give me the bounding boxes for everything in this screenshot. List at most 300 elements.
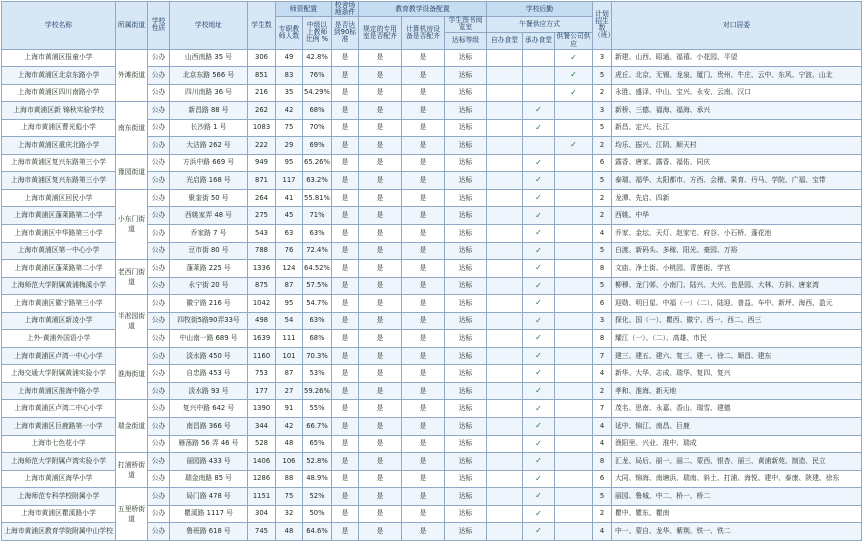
contract-canteen-cell: ✓: [523, 224, 555, 242]
contract-canteen-cell: ✓: [523, 172, 555, 190]
classes-cell: 3: [593, 102, 612, 120]
street-group-cell: 五里桥街道: [116, 488, 148, 541]
delivery-cell: [555, 207, 593, 225]
target-area-cell: 虎丘、北京、无锡、龙泉、厦门、贵州、牛庄、云中、东风、宁波、山北: [612, 67, 862, 85]
students-cell: 1160: [248, 347, 276, 365]
computer-cell: 是: [402, 277, 445, 295]
library-cell: 达标: [445, 453, 487, 471]
classes-cell: 5: [593, 242, 612, 260]
contract-canteen-cell: ✓: [523, 330, 555, 348]
students-cell: 1336: [248, 260, 276, 278]
target-area-cell: 迎勋、明日星、中福（一）（二）、陆迎、普益、车中、新坪、海西、盈元: [612, 295, 862, 313]
contract-canteen-cell: [523, 137, 555, 155]
classroom-cell: 是: [359, 277, 402, 295]
students-cell: 949: [248, 154, 276, 172]
library-cell: 达标: [445, 242, 487, 260]
venue-cell: 是: [332, 207, 359, 225]
teachers-cell: 54: [276, 312, 303, 330]
self-canteen-cell: [487, 242, 523, 260]
nature-cell: 公办: [148, 207, 170, 225]
ratio-cell: 52%: [303, 488, 332, 506]
teachers-cell: 48: [276, 435, 303, 453]
street-group-cell: 打浦桥街道: [116, 453, 148, 488]
contract-canteen-cell: ✓: [523, 295, 555, 313]
nature-cell: 公办: [148, 312, 170, 330]
self-canteen-cell: [487, 119, 523, 137]
computer-cell: 是: [402, 49, 445, 67]
library-cell: 达标: [445, 523, 487, 541]
library-cell: 达标: [445, 49, 487, 67]
target-area-cell: 丽园、鲁城、中二、桥一、桥二: [612, 488, 862, 506]
target-area-cell: 延中、锦江、南昌、巨鹿: [612, 417, 862, 435]
street-group-cell: 小东门街道: [116, 189, 148, 259]
target-area-cell: 大同、锦海、南塘浜、瑞南、斜土、打浦、海悦、建中、泰康、陕建、徐东: [612, 470, 862, 488]
contract-canteen-cell: ✓: [523, 102, 555, 120]
header-library-group: 学生图书阅览室: [445, 17, 487, 32]
library-cell: 达标: [445, 67, 487, 85]
students-cell: 1406: [248, 453, 276, 471]
target-area-cell: 龙潭、先启、四新: [612, 189, 862, 207]
computer-cell: 是: [402, 172, 445, 190]
school-name-cell: 上海市黄浦区第一中心小学: [2, 242, 116, 260]
header-delivery: 供餐公司供应: [555, 32, 593, 49]
table-row: [2, 295, 862, 313]
school-name-cell: 上海市黄浦区复兴东路第三小学: [2, 172, 116, 190]
classroom-cell: 是: [359, 172, 402, 190]
venue-cell: 是: [332, 365, 359, 383]
nature-cell: 公办: [148, 277, 170, 295]
table-row: [2, 189, 862, 207]
students-cell: 1639: [248, 330, 276, 348]
address-cell: 乔家路 7 号: [170, 224, 248, 242]
classroom-cell: 是: [359, 488, 402, 506]
school-name-cell: 上海市黄浦区瞿溪路小学: [2, 505, 116, 523]
classes-cell: 5: [593, 172, 612, 190]
nature-cell: 公办: [148, 453, 170, 471]
classroom-cell: 是: [359, 523, 402, 541]
teachers-cell: 49: [276, 49, 303, 67]
computer-cell: 是: [402, 224, 445, 242]
classes-cell: 8: [593, 330, 612, 348]
street-group-cell: 外滩街道: [116, 49, 148, 102]
classroom-cell: 是: [359, 154, 402, 172]
header-senior-ratio: 中级以上教师比例 %: [303, 17, 332, 49]
target-area-cell: 泰瑞、福华、太阳都市、方西、会稽、果育、丹马、学院、广福、宝带: [612, 172, 862, 190]
self-canteen-cell: [487, 84, 523, 102]
contract-canteen-cell: ✓: [523, 154, 555, 172]
header-venue-group: 校舍场地条件: [332, 2, 359, 17]
students-cell: 1390: [248, 400, 276, 418]
delivery-cell: ✓: [555, 49, 593, 67]
table-row: [2, 154, 862, 172]
teachers-cell: 117: [276, 172, 303, 190]
school-name-cell: 上海市七色花小学: [2, 435, 116, 453]
ratio-cell: 54.7%: [303, 295, 332, 313]
header-plan-classes: 计划招生数（班）: [593, 2, 612, 50]
computer-cell: 是: [402, 453, 445, 471]
classes-cell: 7: [593, 347, 612, 365]
classes-cell: 6: [593, 154, 612, 172]
classroom-cell: 是: [359, 224, 402, 242]
table-row: [2, 347, 862, 365]
self-canteen-cell: [487, 137, 523, 155]
computer-cell: 是: [402, 417, 445, 435]
computer-cell: 是: [402, 523, 445, 541]
school-table-body: [2, 49, 862, 540]
header-nature: 学校性质: [148, 2, 170, 50]
contract-canteen-cell: ✓: [523, 207, 555, 225]
students-cell: 1286: [248, 470, 276, 488]
venue-cell: 是: [332, 417, 359, 435]
address-cell: 淡水路 93 号: [170, 382, 248, 400]
self-canteen-cell: [487, 102, 523, 120]
nature-cell: 公办: [148, 382, 170, 400]
students-cell: 306: [248, 49, 276, 67]
classroom-cell: 是: [359, 417, 402, 435]
ratio-cell: 72.4%: [303, 242, 332, 260]
classroom-cell: 是: [359, 330, 402, 348]
venue-cell: 是: [332, 295, 359, 313]
address-cell: 徽宁路 216 号: [170, 295, 248, 313]
classes-cell: 5: [593, 119, 612, 137]
delivery-cell: [555, 382, 593, 400]
computer-cell: 是: [402, 137, 445, 155]
target-area-cell: 柳穆、龙门邨、小南门、陆兴、大兴、也是园、大林、方斜、唐家湾: [612, 277, 862, 295]
students-cell: 216: [248, 84, 276, 102]
ratio-cell: 48.9%: [303, 470, 332, 488]
teachers-cell: 111: [276, 330, 303, 348]
contract-canteen-cell: ✓: [523, 260, 555, 278]
teachers-cell: 95: [276, 295, 303, 313]
contract-canteen-cell: ✓: [523, 312, 555, 330]
nature-cell: 公办: [148, 488, 170, 506]
target-area-cell: 中一、蒙自、龙华、紫荆、铁一、铁二: [612, 523, 862, 541]
library-cell: 达标: [445, 224, 487, 242]
venue-cell: 是: [332, 137, 359, 155]
school-name-cell: 上海市黄浦区海华小学: [2, 470, 116, 488]
venue-cell: 是: [332, 84, 359, 102]
classroom-cell: 是: [359, 435, 402, 453]
venue-cell: 是: [332, 49, 359, 67]
ratio-cell: 68%: [303, 102, 332, 120]
address-cell: 新昌路 88 号: [170, 102, 248, 120]
computer-cell: 是: [402, 295, 445, 313]
venue-cell: 是: [332, 400, 359, 418]
target-area-cell: 渔阳里、兴业、淮中、瑞成: [612, 435, 862, 453]
delivery-cell: [555, 470, 593, 488]
contract-canteen-cell: ✓: [523, 277, 555, 295]
school-name-cell: 上海市黄浦区新 锦秋实验学校: [2, 102, 116, 120]
nature-cell: 公办: [148, 189, 170, 207]
library-cell: 达标: [445, 154, 487, 172]
library-cell: 达标: [445, 119, 487, 137]
contract-canteen-cell: ✓: [523, 400, 555, 418]
contract-canteen-cell: ✓: [523, 119, 555, 137]
contract-canteen-cell: ✓: [523, 488, 555, 506]
address-cell: 自忠路 453 号: [170, 365, 248, 383]
school-name-cell: 上海师范专科学校附属小学: [2, 488, 116, 506]
ratio-cell: 69%: [303, 137, 332, 155]
address-cell: 南昌路 366 号: [170, 417, 248, 435]
students-cell: 851: [248, 67, 276, 85]
students-cell: 745: [248, 523, 276, 541]
ratio-cell: 55%: [303, 400, 332, 418]
header-computer-config: 计算机房设备是否配齐: [402, 17, 445, 49]
teachers-cell: 75: [276, 488, 303, 506]
self-canteen-cell: [487, 224, 523, 242]
header-school-name: 学校名称: [2, 2, 116, 50]
venue-cell: 是: [332, 172, 359, 190]
classes-cell: 4: [593, 417, 612, 435]
students-cell: 498: [248, 312, 276, 330]
delivery-cell: [555, 400, 593, 418]
ratio-cell: 63.2%: [303, 172, 332, 190]
delivery-cell: ✓: [555, 67, 593, 85]
self-canteen-cell: [487, 154, 523, 172]
header-street: 所属街道: [116, 2, 148, 50]
self-canteen-cell: [487, 400, 523, 418]
venue-cell: 是: [332, 453, 359, 471]
school-name-cell: 上海市黄浦区北京东路小学: [2, 67, 116, 85]
contract-canteen-cell: ✓: [523, 453, 555, 471]
address-cell: 豆市街 80 号: [170, 242, 248, 260]
ratio-cell: 64.6%: [303, 523, 332, 541]
delivery-cell: [555, 365, 593, 383]
classes-cell: 2: [593, 505, 612, 523]
library-cell: 达标: [445, 260, 487, 278]
computer-cell: 是: [402, 207, 445, 225]
school-name-cell: 上海市黄浦区蓬莱路第二小学: [2, 207, 116, 225]
teachers-cell: 42: [276, 417, 303, 435]
computer-cell: 是: [402, 312, 445, 330]
teachers-cell: 32: [276, 505, 303, 523]
header-specialist-teachers: 专职教师人数: [276, 17, 303, 49]
classes-cell: 2: [593, 137, 612, 155]
school-name-cell: 上海市黄浦区徽宁路第三小学: [2, 295, 116, 313]
self-canteen-cell: [487, 260, 523, 278]
ratio-cell: 52.8%: [303, 453, 332, 471]
delivery-cell: [555, 435, 593, 453]
header-address: 学校地址: [170, 2, 248, 50]
students-cell: 222: [248, 137, 276, 155]
header-lunch-group: 午餐供应方式: [487, 17, 593, 32]
teachers-cell: 45: [276, 207, 303, 225]
students-cell: 788: [248, 242, 276, 260]
classes-cell: 3: [593, 312, 612, 330]
address-cell: 瑞金南路 85 号: [170, 470, 248, 488]
ratio-cell: 70%: [303, 119, 332, 137]
contract-canteen-cell: ✓: [523, 523, 555, 541]
library-cell: 达标: [445, 172, 487, 190]
school-name-cell: 上海市黄浦区回民小学: [2, 189, 116, 207]
computer-cell: 是: [402, 330, 445, 348]
contract-canteen-cell: ✓: [523, 505, 555, 523]
nature-cell: 公办: [148, 49, 170, 67]
computer-cell: 是: [402, 67, 445, 85]
school-name-cell: 上海市黄浦区卢湾二中心小学: [2, 400, 116, 418]
target-area-cell: 耀江（一）、（二）、高雄、市民: [612, 330, 862, 348]
venue-cell: 是: [332, 312, 359, 330]
venue-cell: 是: [332, 154, 359, 172]
target-area-cell: 新华、大华、志成、瑞华、复四、复兴: [612, 365, 862, 383]
library-cell: 达标: [445, 365, 487, 383]
school-name-cell: 上海师范大学附属卢湾实验小学: [2, 453, 116, 471]
header-library-level: 达标等级: [445, 32, 487, 49]
target-area-cell: 探化、国（一）、瞿西、徽宁、西一、西二、西三: [612, 312, 862, 330]
library-cell: 达标: [445, 189, 487, 207]
classroom-cell: 是: [359, 119, 402, 137]
students-cell: 1083: [248, 119, 276, 137]
students-cell: 753: [248, 365, 276, 383]
school-name-cell: 上海师范大学附属黄浦梅溪小学: [2, 277, 116, 295]
ratio-cell: 55.81%: [303, 189, 332, 207]
delivery-cell: [555, 347, 593, 365]
street-group-cell: 半淞园街道: [116, 295, 148, 348]
classes-cell: 6: [593, 295, 612, 313]
students-cell: 871: [248, 172, 276, 190]
self-canteen-cell: [487, 49, 523, 67]
computer-cell: 是: [402, 84, 445, 102]
teachers-cell: 87: [276, 365, 303, 383]
self-canteen-cell: [487, 312, 523, 330]
venue-cell: 是: [332, 330, 359, 348]
self-canteen-cell: [487, 189, 523, 207]
ratio-cell: 65.26%: [303, 154, 332, 172]
nature-cell: 公办: [148, 505, 170, 523]
library-cell: 达标: [445, 470, 487, 488]
address-cell: 西姚家弄 48 号: [170, 207, 248, 225]
nature-cell: 公办: [148, 119, 170, 137]
ratio-cell: 65%: [303, 435, 332, 453]
contract-canteen-cell: [523, 84, 555, 102]
school-name-cell: 上海市黄浦区报童小学: [2, 49, 116, 67]
contract-canteen-cell: [523, 67, 555, 85]
nature-cell: 公办: [148, 154, 170, 172]
computer-cell: 是: [402, 260, 445, 278]
classes-cell: 7: [593, 400, 612, 418]
ratio-cell: 42.8%: [303, 49, 332, 67]
address-cell: 丽园路 433 号: [170, 453, 248, 471]
target-area-cell: 永胜、盛泽、中山、宝兴、永安、云南、汉口: [612, 84, 862, 102]
delivery-cell: [555, 505, 593, 523]
address-cell: 蓬莱路 225 号: [170, 260, 248, 278]
library-cell: 达标: [445, 277, 487, 295]
contract-canteen-cell: ✓: [523, 189, 555, 207]
computer-cell: 是: [402, 382, 445, 400]
header-students: 学生数: [248, 2, 276, 50]
school-name-cell: 上海交通大学附属黄浦实验小学: [2, 365, 116, 383]
self-canteen-cell: [487, 295, 523, 313]
self-canteen-cell: [487, 277, 523, 295]
target-area-cell: 露香、唐家、露香、福佑、同庆: [612, 154, 862, 172]
computer-cell: 是: [402, 347, 445, 365]
venue-cell: 是: [332, 119, 359, 137]
target-area-cell: 汇龙、局后、丽一、丽二、蒙西、银杏、丽三、黄浦新苑、制造、民立: [612, 453, 862, 471]
computer-cell: 是: [402, 119, 445, 137]
delivery-cell: [555, 224, 593, 242]
header-target-area: 对口居委: [612, 2, 862, 50]
venue-cell: 是: [332, 382, 359, 400]
address-cell: 局门路 478 号: [170, 488, 248, 506]
classroom-cell: 是: [359, 347, 402, 365]
classroom-cell: 是: [359, 260, 402, 278]
library-cell: 达标: [445, 382, 487, 400]
ratio-cell: 59.26%: [303, 382, 332, 400]
address-cell: 大沽路 262 号: [170, 137, 248, 155]
ratio-cell: 63%: [303, 224, 332, 242]
nature-cell: 公办: [148, 417, 170, 435]
classes-cell: 8: [593, 260, 612, 278]
school-name-cell: 上海市黄浦区淮海中路小学: [2, 382, 116, 400]
target-area-cell: 西姚、中华: [612, 207, 862, 225]
computer-cell: 是: [402, 189, 445, 207]
delivery-cell: [555, 277, 593, 295]
street-group-cell: 瑞金街道: [116, 400, 148, 453]
self-canteen-cell: [487, 470, 523, 488]
teachers-cell: 41: [276, 189, 303, 207]
classroom-cell: 是: [359, 49, 402, 67]
library-cell: 达标: [445, 347, 487, 365]
table-row: [2, 400, 862, 418]
teachers-cell: 27: [276, 382, 303, 400]
target-area-cell: 茂名、思南、永嘉、香山、瑞雪、建德: [612, 400, 862, 418]
header-equipment-group: 教育教学设备配置: [359, 2, 487, 17]
self-canteen-cell: [487, 330, 523, 348]
self-canteen-cell: [487, 488, 523, 506]
classes-cell: 2: [593, 382, 612, 400]
self-canteen-cell: [487, 453, 523, 471]
nature-cell: 公办: [148, 260, 170, 278]
students-cell: 262: [248, 102, 276, 120]
header-contract-canteen: 承办食堂: [523, 32, 555, 49]
computer-cell: 是: [402, 242, 445, 260]
teachers-cell: 29: [276, 137, 303, 155]
address-cell: 瞿溪路 1117 号: [170, 505, 248, 523]
street-group-cell: 老西门街道: [116, 260, 148, 295]
classes-cell: 4: [593, 523, 612, 541]
teachers-cell: 83: [276, 67, 303, 85]
venue-cell: 是: [332, 67, 359, 85]
address-cell: 四川南路 36 号: [170, 84, 248, 102]
venue-cell: 是: [332, 102, 359, 120]
library-cell: 达标: [445, 488, 487, 506]
contract-canteen-cell: [523, 49, 555, 67]
delivery-cell: [555, 295, 593, 313]
teachers-cell: 124: [276, 260, 303, 278]
street-group-cell: 淮海街道: [116, 347, 148, 400]
ratio-cell: 68%: [303, 330, 332, 348]
computer-cell: 是: [402, 470, 445, 488]
library-cell: 达标: [445, 84, 487, 102]
ratio-cell: 63%: [303, 312, 332, 330]
target-area-cell: 新桥、三德、福海、福海、承兴: [612, 102, 862, 120]
venue-cell: 是: [332, 470, 359, 488]
classroom-cell: 是: [359, 207, 402, 225]
venue-cell: 是: [332, 277, 359, 295]
school-name-cell: 上海市黄浦区蓬莱路第二小学: [2, 260, 116, 278]
students-cell: 275: [248, 207, 276, 225]
table-row: [2, 453, 862, 471]
address-cell: 雁荡路 56 弄 46 号: [170, 435, 248, 453]
teachers-cell: 95: [276, 154, 303, 172]
library-cell: 达标: [445, 417, 487, 435]
students-cell: 1151: [248, 488, 276, 506]
delivery-cell: [555, 312, 593, 330]
address-cell: 复兴中路 642 号: [170, 400, 248, 418]
ratio-cell: 64.52%: [303, 260, 332, 278]
teachers-cell: 88: [276, 470, 303, 488]
students-cell: 528: [248, 435, 276, 453]
